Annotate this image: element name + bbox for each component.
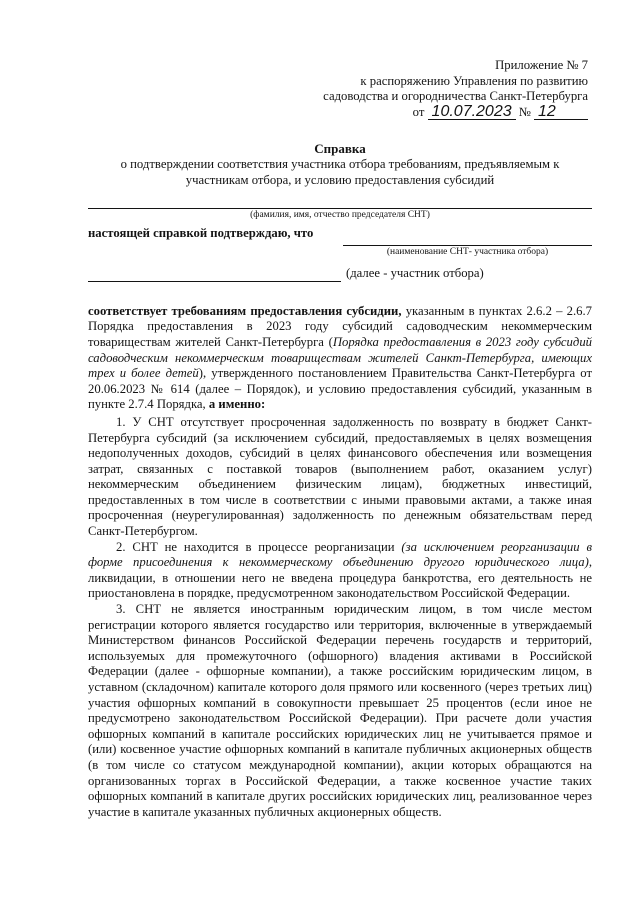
intro-text-1: указанным в пунктах 2.6.2 – 2.6.7 Порядка предоставления в 2023 году субсидий садоводческим некоммерческим товариществам жителей Санкт-Петербурга ( bbox=[88, 303, 593, 349]
intro-text-2: ), утвержденного постановлением Правительства Санкт-Петербурга от 20.06.2023 № 614 (далее – Порядок), и условию предоставления субсидий, указанным в пункте 2.7.4 Порядка, bbox=[88, 366, 592, 412]
from-label: от bbox=[412, 104, 425, 119]
item-2 bbox=[88, 540, 592, 602]
appendix-organization: садоводства и огородничества Санкт-Петербурга bbox=[323, 89, 588, 104]
document-subtitle: о подтверждении соответствия участника отбора требованиям, предъявляемым к участникам отбора, и условию предоставления субсидий bbox=[120, 156, 560, 187]
snt-caption: (наименование СНТ- участника отбора) bbox=[386, 246, 549, 257]
appendix-block bbox=[88, 58, 588, 120]
number-label: № bbox=[518, 104, 531, 119]
fio-caption: (фамилия, имя, отчество председателя СНТ) bbox=[250, 210, 430, 221]
item-2-italic: (за исключением реорганизации в форме присоединения к некоммерческому объединению другого юридического лица) bbox=[88, 539, 592, 570]
handwritten-number: 12 bbox=[534, 105, 588, 120]
item-3: 3. СНТ не является иностранным юридическим лицом, в том числе местом регистрации которого является государство или территория, включенные в утверждаемый Министерством финансов Российской Федерации перечень государств и территорий, используемых для промежуточного (офшорного) владения активами в Российской Федерации (далее - офшорные компании), а также российским юридическим лицом, в уставном (складочном) капитале которого доля прямого или косвенного (через третьих лиц) участия офшорных компаний в совокупности превышает 25 процентов (если иное не предусмотрено законодательством Российской Федерации). При расчете доли участия офшорных компаний в капитале российских юридических лиц не учитывается прямое и (или) косвенное участие офшорных компаний в капитале публичных акционерных обществ (в том числе со статусом международной компании), акции которых обращаются на организованных торгах в Российской Федерации, а также косвенное участие таких офшорных компаний в капитале других российских юридических лиц, реализованное через участие в капитале указанных публичных акционерных обществ. bbox=[88, 602, 592, 819]
intro-italic: Порядка предоставления в 2023 году субсидий садоводческим некоммерческим товариществам жителей Санкт-Петербурга, имеющих трех и более детей bbox=[88, 334, 593, 381]
appendix-order: к распоряжению Управления по развитию bbox=[360, 73, 588, 88]
handwritten-date: 10.07.2023 bbox=[428, 105, 516, 120]
intro-bold-start: соответствует требованиям предоставления субсидии, bbox=[88, 303, 402, 318]
confirm-text: настоящей справкой подтверждаю, что bbox=[88, 226, 314, 241]
participant-row bbox=[88, 266, 592, 282]
intro-bold-end: а именно: bbox=[208, 397, 266, 412]
item-2-text-1: 2. СНТ не находится в процессе реорганизации bbox=[116, 539, 402, 554]
appendix-number: Приложение № 7 bbox=[495, 58, 588, 72]
item-2-text-2: , ликвидации, в отношении него не введена процедура банкротства, его деятельность не приостановлена в порядке, предусмотренном законодательством Российской Федерации. bbox=[88, 555, 592, 601]
document-title: Справка bbox=[314, 141, 366, 157]
participant-caption: (далее - участник отбора) bbox=[346, 265, 484, 280]
intro-paragraph bbox=[88, 304, 592, 413]
item-1: 1. У СНТ отсутствует просроченная задолженность по возврату в бюджет Санкт-Петербурга субсидий (за исключением субсидий, предоставляемых в целях возмещения недополученных доходов, субсидий в целях финансового обеспечения или возмещения затрат, связанных с поставкой товаров (выполнением работ, оказанием услуг) некоммерческим объединением физическим лицам), бюджетных инвестиций, предоставленных в том числе в соответствии с иными правовыми актами, а также иная просроченная (неурегулированная) задолженность по денежным обязательствам перед Санкт-Петербургом. bbox=[88, 414, 592, 539]
appendix-date-line bbox=[88, 102, 588, 121]
participant-line bbox=[88, 280, 341, 282]
